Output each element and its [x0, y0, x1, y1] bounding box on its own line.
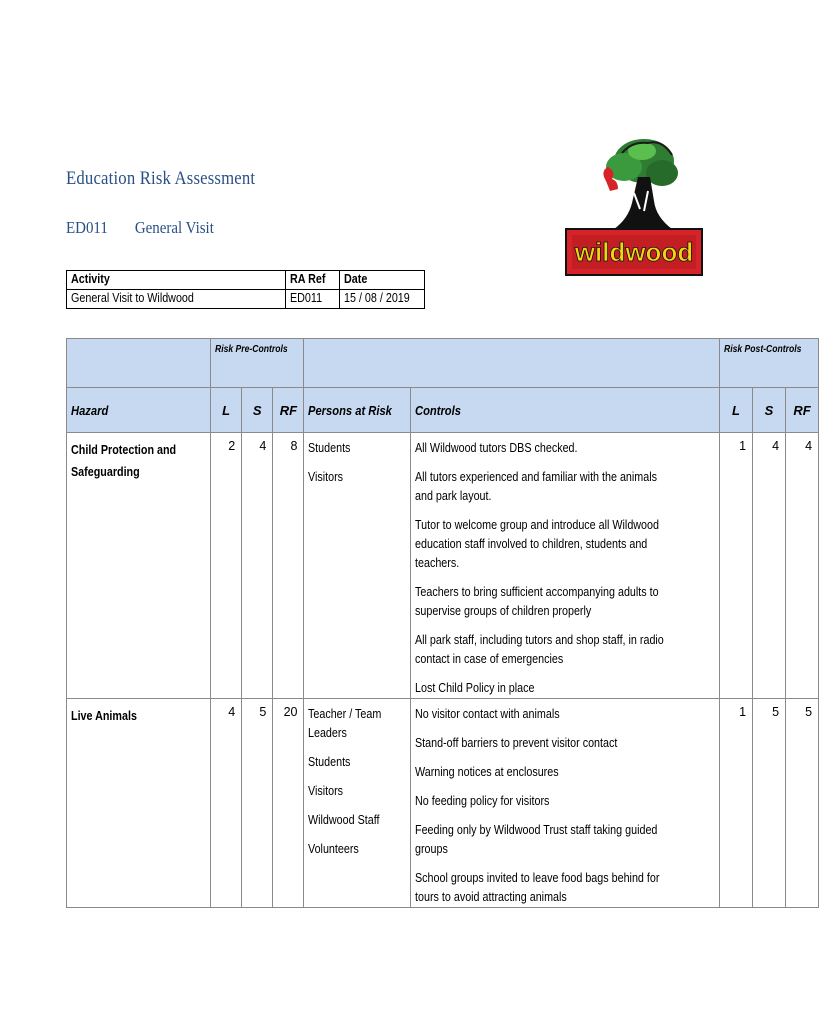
wildwood-logo [562, 133, 708, 279]
likelihood-cell: 4 [211, 699, 242, 908]
ra-ref-header: RA Ref [286, 271, 340, 290]
document-subtitle [66, 218, 214, 238]
hazard-cell: Child Protection and Safeguarding [67, 433, 211, 699]
post-likelihood-cell: 1 [720, 433, 753, 699]
controls-cell: No visitor contact with animals Stand-off barriers to prevent visitor contact Warning notices at enclosures No feeding policy for visitors Feeding only by Wildwood Trust staff taking guided groups School groups invited to leave food bags behind for tours to avoid attracting animals [411, 699, 720, 908]
post-severity-cell: 5 [753, 699, 786, 908]
risk-assessment-table [66, 338, 819, 908]
risk-factor-header: RF [273, 388, 304, 433]
document-title: Education Risk Assessment [66, 168, 256, 189]
severity-cell: 5 [242, 699, 273, 908]
ra-ref-value: ED011 [286, 290, 340, 309]
post-risk-factor-cell: 5 [786, 699, 819, 908]
post-risk-factor-header: RF [786, 388, 819, 433]
document-code: ED011 [66, 218, 108, 237]
likelihood-cell: 2 [211, 433, 242, 699]
post-severity-header: S [753, 388, 786, 433]
post-severity-cell: 4 [753, 433, 786, 699]
tree-logo-icon [562, 133, 708, 279]
post-likelihood-cell: 1 [720, 699, 753, 908]
activity-value: General Visit to Wildwood [67, 290, 286, 309]
header-spacer [67, 339, 211, 388]
persons-cell: Teacher / Team Leaders Students Visitors Wildwood Staff Volunteers [304, 699, 411, 908]
hazard-header: Hazard [67, 388, 211, 433]
post-controls-header: Risk Post-Controls [720, 339, 819, 388]
post-risk-factor-cell: 4 [786, 433, 819, 699]
risk-factor-cell: 8 [273, 433, 304, 699]
persons-cell: Students Visitors [304, 433, 411, 699]
hazard-cell: Live Animals [67, 699, 211, 908]
table-row [67, 699, 819, 908]
controls-cell: All Wildwood tutors DBS checked. All tutors experienced and familiar with the animals and park layout. Tutor to welcome group and introduce all Wildwood education staff involved to children, students and teachers. Teachers to bring sufficient accompanying adults to supervise groups of children properly All park staff, including tutors and shop staff, in radio contact in case of emergencies Lost Child Policy in place [411, 433, 720, 699]
severity-header: S [242, 388, 273, 433]
date-header: Date [340, 271, 425, 290]
likelihood-header: L [211, 388, 242, 433]
table-row [67, 433, 819, 699]
risk-factor-cell: 20 [273, 699, 304, 908]
severity-cell: 4 [242, 433, 273, 699]
activity-header: Activity [67, 271, 286, 290]
date-value: 15 / 08 / 2019 [340, 290, 425, 309]
pre-controls-header: Risk Pre-Controls [211, 339, 304, 388]
header-spacer-mid [304, 339, 720, 388]
post-likelihood-header: L [720, 388, 753, 433]
logo-wordmark: wildwood [574, 237, 694, 267]
activity-table [66, 270, 425, 309]
controls-header: Controls [411, 388, 720, 433]
document-subtitle-text: General Visit [134, 218, 214, 237]
persons-at-risk-header: Persons at Risk [304, 388, 411, 433]
